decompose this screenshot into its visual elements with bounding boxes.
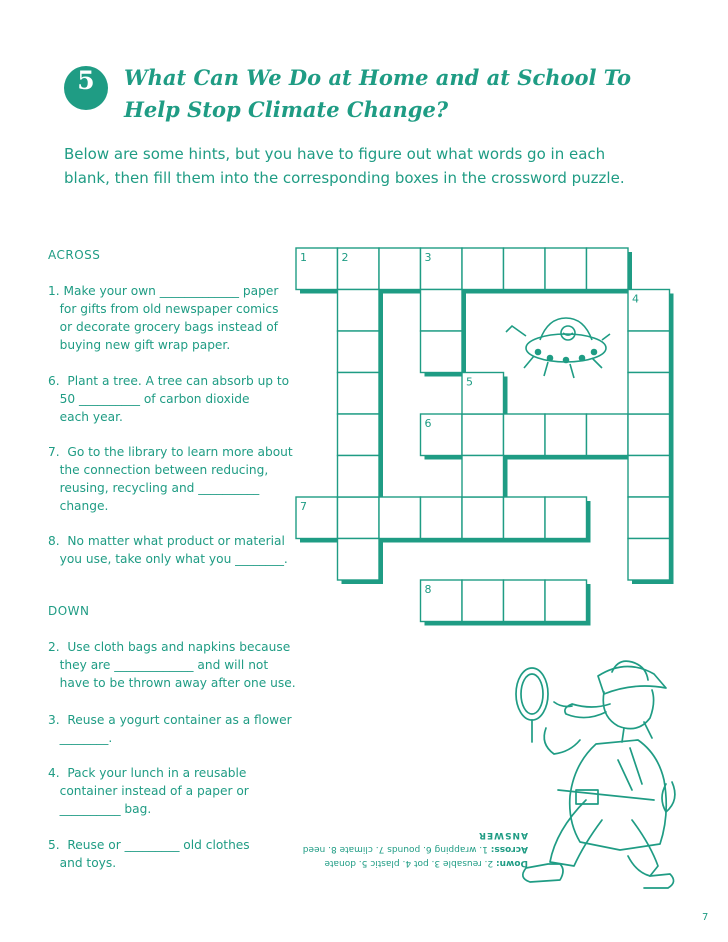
crossword-cell[interactable] — [379, 497, 421, 539]
crossword-cell[interactable] — [587, 248, 629, 290]
crossword-cell[interactable] — [504, 580, 546, 622]
crossword-cell[interactable] — [462, 580, 504, 622]
down-clue-5: 5. Reuse or _________ old clothes and toys. — [48, 838, 250, 870]
crossword-number-8: 8 — [424, 583, 432, 596]
answer-key — [296, 828, 528, 870]
crossword-cell[interactable] — [338, 373, 380, 415]
crossword-number-4: 4 — [632, 292, 639, 306]
crossword-number-3: 3 — [424, 251, 432, 264]
answer-heading: ANSWER — [478, 830, 528, 840]
down-heading: DOWN — [48, 604, 90, 618]
crossword-cell[interactable] — [628, 331, 670, 373]
intro-line-1: Below are some hints, but you have to figure out what words go in each — [64, 145, 606, 163]
down-clue-4: 4. Pack your lunch in a reusable container instead of a paper or __________ bag. — [48, 766, 249, 816]
crossword-cell[interactable] — [462, 414, 504, 456]
crossword-cell[interactable] — [545, 580, 587, 622]
crossword-cell[interactable] — [421, 290, 463, 332]
page-number: 7 — [702, 912, 709, 923]
answer-across-text: 1. wrapping 6. pounds 7. climate 8. need — [302, 844, 491, 854]
crossword-cell[interactable] — [338, 456, 380, 498]
alien-spaceship-icon — [506, 318, 610, 378]
answer-across-label: Across: — [490, 844, 528, 854]
crossword-cell[interactable] — [379, 248, 421, 290]
crossword-number-7: 7 — [300, 500, 307, 513]
answer-down-text: 2. reusable 3. pot 4. plastic 5. donate — [324, 858, 497, 868]
crossword-cell[interactable] — [462, 248, 504, 290]
section-number-badge: 5 — [64, 66, 108, 110]
across-clue-8: 8. No matter what product or material you use, take only what you ________. — [48, 534, 288, 566]
intro-line-2: blank, then fill them into the corresponding boxes in the crossword puzzle. — [64, 169, 625, 187]
crossword-cell[interactable] — [628, 414, 670, 456]
crossword-cell[interactable] — [338, 414, 380, 456]
crossword-cell[interactable] — [504, 414, 546, 456]
crossword-cell[interactable] — [545, 497, 587, 539]
crossword-cell[interactable] — [338, 539, 380, 581]
crossword-cell[interactable] — [628, 497, 670, 539]
crossword-number-5: 5 — [466, 375, 473, 389]
crossword-cell[interactable] — [338, 497, 380, 539]
crossword-cell[interactable] — [421, 497, 463, 539]
crossword-cell[interactable] — [338, 290, 380, 332]
crossword-number-6: 6 — [424, 417, 432, 430]
across-heading: ACROSS — [48, 248, 101, 262]
crossword-cell[interactable] — [628, 373, 670, 415]
crossword-cell[interactable] — [462, 456, 504, 498]
crossword-cell[interactable] — [628, 456, 670, 498]
crossword-cell[interactable] — [628, 539, 670, 581]
crossword-cell[interactable] — [338, 331, 380, 373]
crossword-number-2: 2 — [341, 251, 349, 264]
detective-with-magnifying-glass-icon — [516, 661, 675, 888]
down-clue-3: 3. Reuse a yogurt container as a flower ________. — [48, 713, 292, 745]
crossword-cell[interactable] — [462, 497, 504, 539]
across-clue-1: 1. Make your own _____________ paper for gifts from old newspaper comics or decorate grocery bags instead of buying new gift wrap paper. — [48, 284, 279, 352]
crossword-cell[interactable] — [421, 331, 463, 373]
title-line-1: What Can We Do at Home and at School To — [124, 65, 632, 90]
crossword-cell[interactable] — [587, 414, 629, 456]
across-clue-7: 7. Go to the library to learn more about the connection between reducing, reusing, recycling and __________ change. — [48, 445, 293, 513]
crossword-number-1: 1 — [300, 251, 307, 264]
crossword-cell[interactable] — [504, 248, 546, 290]
across-clue-6: 6. Plant a tree. A tree can absorb up to 50 __________ of carbon dioxide each year. — [48, 374, 290, 424]
title-line-2: Help Stop Climate Change? — [124, 97, 449, 122]
crossword-cell[interactable] — [504, 497, 546, 539]
crossword-cell[interactable] — [545, 248, 587, 290]
answer-down-label: Down: — [496, 858, 528, 868]
down-clue-2: 2. Use cloth bags and napkins because they are _____________ and will not have to be thrown away after one use. — [48, 640, 296, 690]
crossword-cell[interactable] — [545, 414, 587, 456]
